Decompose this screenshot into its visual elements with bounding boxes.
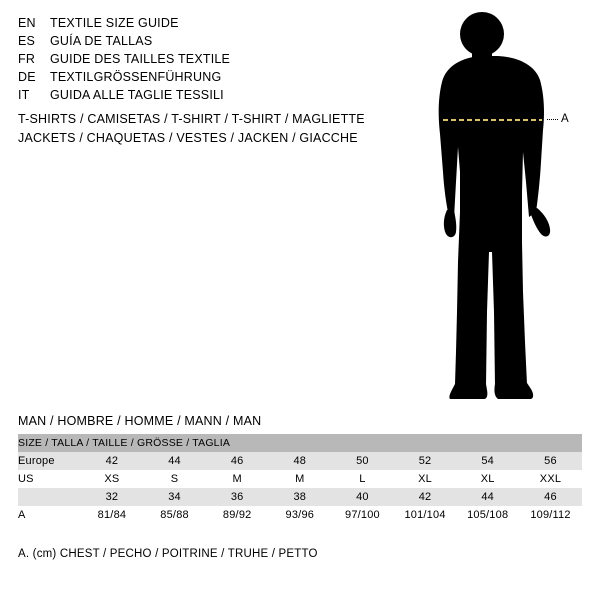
row-label: US [18, 470, 81, 488]
language-title: GUIDE DES TAILLES TEXTILE [50, 52, 231, 66]
table-cell: 44 [456, 488, 519, 506]
male-silhouette-figure [410, 12, 590, 402]
garment-category-block [18, 110, 418, 148]
language-code: ES [18, 34, 36, 48]
language-title-block [18, 14, 378, 104]
table-cell: L [331, 470, 394, 488]
table-cell: 109/112 [519, 506, 582, 524]
size-table [18, 434, 582, 524]
language-row [18, 32, 378, 50]
language-code: IT [18, 88, 30, 102]
language-row [18, 50, 378, 68]
table-cell: 89/92 [206, 506, 269, 524]
table-row [18, 488, 582, 506]
measure-leader-line [547, 119, 558, 120]
table-cell: XXL [519, 470, 582, 488]
table-row [18, 452, 582, 470]
category-line-jackets: JACKETS / CHAQUETAS / VESTES / JACKEN / GIACCHE [18, 131, 358, 145]
silhouette-icon [410, 12, 590, 402]
language-row [18, 14, 378, 32]
table-cell: 52 [394, 452, 457, 470]
table-cell: 105/108 [456, 506, 519, 524]
table-header-label: SIZE / TALLA / TAILLE / GRÖSSE / TAGLIA [18, 434, 582, 452]
measurement-footnote: A. (cm) CHEST / PECHO / POITRINE / TRUHE / PETTO [18, 548, 318, 560]
table-cell: 34 [143, 488, 206, 506]
language-title: TEXTILGRÖSSENFÜHRUNG [50, 70, 222, 84]
table-cell: 93/96 [269, 506, 332, 524]
language-title: TEXTILE SIZE GUIDE [50, 16, 179, 30]
table-cell: 85/88 [143, 506, 206, 524]
table-cell: 36 [206, 488, 269, 506]
table-row [18, 506, 582, 524]
table-cell: 42 [394, 488, 457, 506]
row-label: A [18, 506, 81, 524]
size-table-container [18, 434, 582, 524]
table-cell: XL [394, 470, 457, 488]
table-cell: XL [456, 470, 519, 488]
language-title: GUIDA ALLE TAGLIE TESSILI [50, 88, 224, 102]
language-title: GUÍA DE TALLAS [50, 34, 153, 48]
table-cell: M [206, 470, 269, 488]
table-cell: 54 [456, 452, 519, 470]
row-label: Europe [18, 452, 81, 470]
table-cell: XS [81, 470, 144, 488]
table-cell: 32 [81, 488, 144, 506]
table-header-row [18, 434, 582, 452]
table-cell: 81/84 [81, 506, 144, 524]
table-cell: 50 [331, 452, 394, 470]
language-code: FR [18, 52, 36, 66]
language-row [18, 86, 378, 104]
table-cell: 56 [519, 452, 582, 470]
table-cell: M [269, 470, 332, 488]
row-label [18, 488, 81, 506]
table-cell: 101/104 [394, 506, 457, 524]
category-line-tshirts: T-SHIRTS / CAMISETAS / T-SHIRT / T-SHIRT / MAGLIETTE [18, 112, 365, 126]
chest-measure-marker: A [561, 113, 570, 125]
table-cell: S [143, 470, 206, 488]
table-row [18, 470, 582, 488]
language-row [18, 68, 378, 86]
table-cell: 48 [269, 452, 332, 470]
table-cell: 40 [331, 488, 394, 506]
table-cell: 46 [519, 488, 582, 506]
table-cell: 97/100 [331, 506, 394, 524]
language-code: EN [18, 16, 36, 30]
table-cell: 44 [143, 452, 206, 470]
language-code: DE [18, 70, 36, 84]
table-cell: 46 [206, 452, 269, 470]
table-cell: 38 [269, 488, 332, 506]
table-cell: 42 [81, 452, 144, 470]
section-heading-man: MAN / HOMBRE / HOMME / MANN / MAN [18, 414, 262, 428]
